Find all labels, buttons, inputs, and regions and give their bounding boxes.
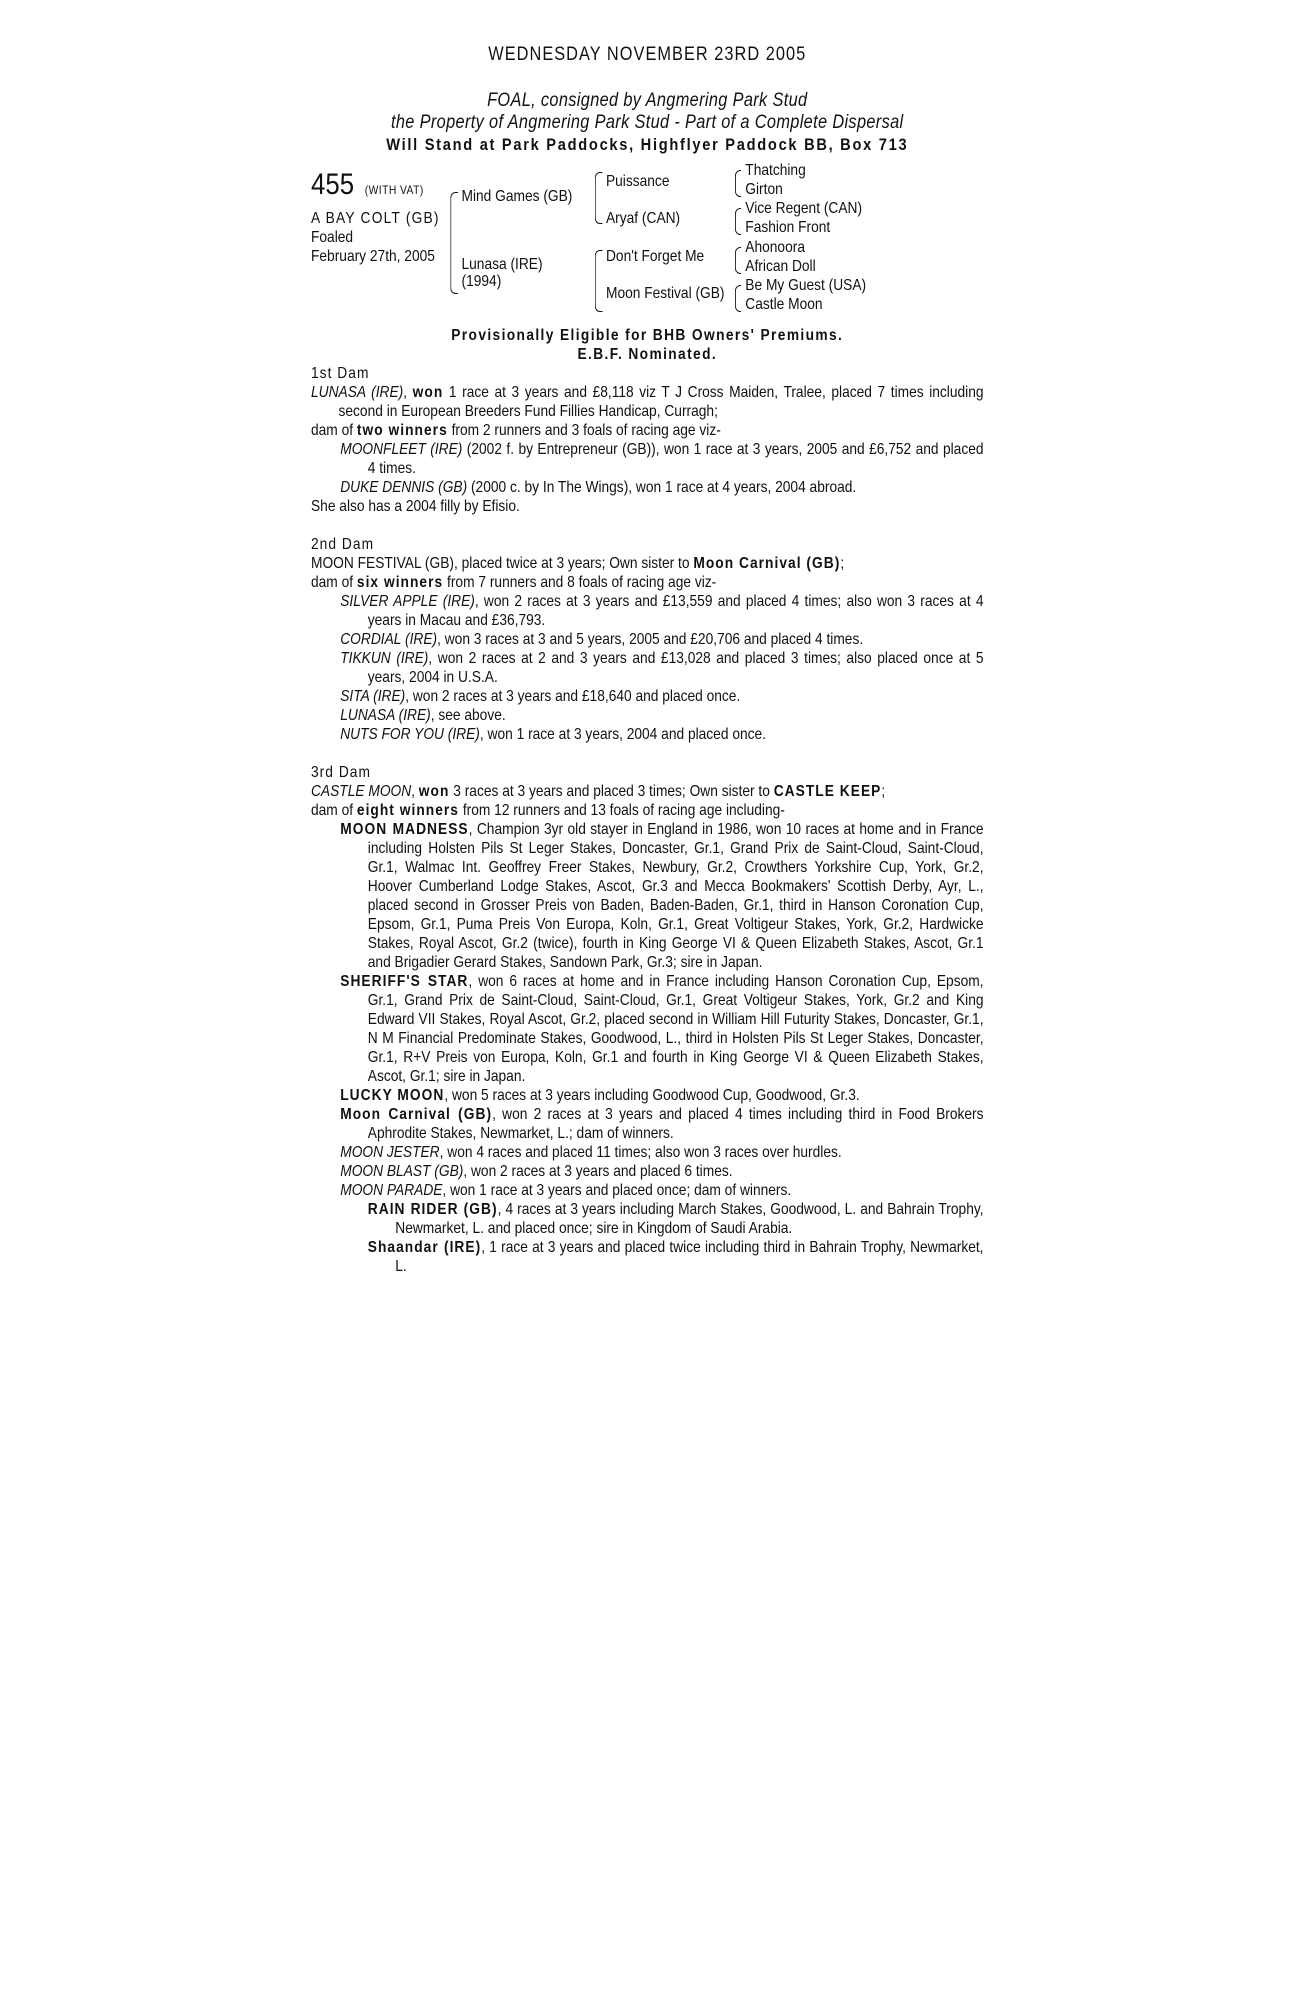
produce-name: SHERIFF'S STAR bbox=[340, 973, 469, 990]
sire-dam: Aryaf (CAN) bbox=[605, 210, 681, 227]
great-granddam-3: African Doll bbox=[745, 258, 816, 275]
catalogue-body bbox=[311, 364, 984, 1276]
first-dam-won: won bbox=[412, 384, 444, 401]
sire-sire: Puissance bbox=[605, 173, 670, 190]
third-dam-text: 3 races at 3 years and placed 3 times; Own sister to bbox=[449, 783, 774, 800]
produce-text: , won 5 races at 3 years including Goodwood Cup, Goodwood, Gr.3. bbox=[444, 1087, 860, 1104]
pedigree-dam-year: (1994) bbox=[461, 273, 502, 290]
produce-text: , won 2 races at 3 years and placed 6 times. bbox=[463, 1163, 733, 1180]
produce-entry bbox=[311, 440, 984, 478]
produce-name: TIKKUN (IRE) bbox=[340, 650, 429, 667]
produce-name: LUNASA (IRE) bbox=[340, 707, 431, 724]
produce-text: , won 2 races at 3 years and placed 4 times including third in Food Brokers Aphrodite Stakes, Newmarket, L.; dam of winners. bbox=[367, 1106, 984, 1142]
owners-premiums: Provisionally Eligible for BHB Owners' Premiums. bbox=[451, 327, 844, 344]
produce-text: , won 2 races at 2 and 3 years and £13,028 and placed 3 times; also placed once at 5 years, 2004 in U.S.A. bbox=[367, 650, 984, 686]
vat-note: (WITH VAT) bbox=[364, 183, 424, 197]
third-dam-record: CASTLE MOON, won 3 races at 3 years and placed 3 times; Own sister to CASTLE KEEP; bbox=[311, 783, 886, 800]
second-dam-intro: MOON FESTIVAL (GB), placed twice at 3 years; Own sister to bbox=[311, 555, 694, 572]
produce-text: , 4 races at 3 years including March Stakes, Goodwood, L. and Bahrain Trophy, Newmarket, L. and placed once; sire in Kingdom of Saudi Arabia. bbox=[395, 1201, 984, 1237]
produce-text: , won 4 races and placed 11 times; also won 3 races over hurdles. bbox=[439, 1144, 842, 1161]
produce-text: (2000 c. by In The Wings), won 1 race at 4 years, 2004 abroad. bbox=[467, 479, 857, 496]
pedigree-block bbox=[311, 162, 984, 326]
produce-name: Shaandar (IRE) bbox=[367, 1239, 482, 1256]
produce-entry bbox=[311, 972, 984, 1086]
produce-entry bbox=[311, 1105, 984, 1143]
produce-text: , Champion 3yr old stayer in England in 1986, won 10 races at home and in France including Holsten Pils St Leger Stakes, Doncaster, Gr.1, Grand Prix de Saint-Cloud, Saint-Cloud, Gr.1, Walmac Int. Geoffrey Freer Stakes, Newbury, Gr.2, Crowthers Yorkshire Cup, York, Gr.2, Hoover Cumberland Lodge Stakes, Ascot, Gr.3 and Mecca Bookmakers' Scottish Derby, Ayr, L., placed second in Grosser Preis von Baden, Baden-Baden, Gr.1, third in Hanson Coronation Cup, Epsom, Gr.1, Puma Preis Von Europa, Koln, Gr.1, Great Voltigeur Stakes, York, Gr.2, Hardwicke Stakes, Royal Ascot, Gr.2 (twice), fourth in King George VI & Queen Elizabeth Stakes, Ascot, Gr.1 and Brigadier Gerard Stakes, Sandown Park, Gr.3; sire in Japan. bbox=[367, 821, 984, 971]
produce-entry bbox=[311, 478, 984, 497]
produce-text: , see above. bbox=[430, 707, 506, 724]
great-grandsire-4: Be My Guest (USA) bbox=[745, 277, 867, 294]
great-granddam-2: Fashion Front bbox=[745, 219, 831, 236]
dam-of-prefix: dam of bbox=[311, 574, 357, 591]
produce-text: , won 6 races at home and in France including Hanson Coronation Cup, Epsom, Gr.1, Grand Prix de Saint-Cloud, Saint-Cloud, Gr.1, Great Voltigeur Stakes, York, Gr.2 and King Edward VII Stakes, Royal Ascot, Gr.2, placed second in William Hill Futurity Stakes, Doncaster, Gr.1, N M Financial Predominate Stakes, Goodwood, L., third in Holsten Pils St Leger Stakes, Doncaster, Gr.1, R+V Preis von Europa, Koln, Gr.1 and fourth in King George VI & Queen Elizabeth Stakes, Ascot, Gr.1; sire in Japan. bbox=[367, 973, 984, 1085]
lot-number: 455 bbox=[311, 168, 355, 201]
stand-location: Will Stand at Park Paddocks, Highflyer Paddock BB, Box 713 bbox=[386, 135, 909, 154]
winners-count: six winners bbox=[356, 574, 444, 591]
lot-number-group bbox=[311, 168, 424, 202]
produce-entry bbox=[311, 630, 984, 649]
great-grandsire-1: Thatching bbox=[745, 162, 806, 179]
catalogue-page bbox=[311, 44, 983, 1276]
great-granddam-4: Castle Moon bbox=[745, 296, 823, 313]
great-grandsire-3: Ahonoora bbox=[745, 239, 805, 256]
grandproduce-entry bbox=[311, 1238, 984, 1276]
produce-name: MOON JESTER bbox=[340, 1144, 440, 1161]
g-brace-3 bbox=[735, 247, 741, 274]
consignment-line: FOAL, consigned by Angmering Park Stud bbox=[487, 90, 808, 111]
pedigree-dam: Lunasa (IRE) bbox=[461, 256, 543, 273]
produce-text: , won 1 race at 3 years and placed once; dam of winners. bbox=[442, 1182, 792, 1199]
first-dam-also: She also has a 2004 filly by Efisio. bbox=[311, 498, 520, 515]
produce-name: MOON MADNESS bbox=[340, 821, 469, 838]
dam-sire: Don't Forget Me bbox=[605, 248, 705, 265]
produce-text: , won 3 races at 3 and 5 years, 2005 and £20,706 and placed 4 times. bbox=[437, 631, 864, 648]
produce-entry bbox=[311, 592, 984, 630]
sire-brace bbox=[595, 172, 603, 224]
ebf-nominated: E.B.F. Nominated. bbox=[577, 346, 718, 363]
produce-name: CORDIAL (IRE) bbox=[340, 631, 438, 648]
foaled-label: Foaled bbox=[311, 229, 354, 246]
produce-entry bbox=[311, 1181, 984, 1200]
dam-dam: Moon Festival (GB) bbox=[605, 285, 725, 302]
produce-name: MOON BLAST (GB) bbox=[340, 1163, 464, 1180]
winners-count: eight winners bbox=[356, 802, 460, 819]
produce-name: Moon Carnival (GB) bbox=[340, 1106, 493, 1123]
produce-name: MOONFLEET (IRE) bbox=[340, 441, 463, 458]
first-dam-record: LUNASA (IRE), won 1 race at 3 years and £8,118 viz T J Cross Maiden, Tralee, placed 7 times including second in European Breeders Fund Fillies Handicap, Curragh; bbox=[311, 384, 984, 420]
own-sister-name: CASTLE KEEP bbox=[773, 783, 882, 800]
own-sister-name: Moon Carnival (GB) bbox=[693, 555, 841, 572]
g-brace-1 bbox=[735, 170, 741, 197]
produce-entry bbox=[311, 687, 984, 706]
page-content bbox=[311, 44, 984, 1276]
produce-text: , won 1 race at 3 years, 2004 and placed once. bbox=[479, 726, 766, 743]
produce-entry bbox=[311, 725, 984, 744]
sale-date: WEDNESDAY NOVEMBER 23RD 2005 bbox=[488, 44, 807, 65]
grandproduce-entry bbox=[311, 1200, 984, 1238]
second-dam-record bbox=[311, 554, 984, 573]
g-brace-2 bbox=[735, 208, 741, 235]
first-dam-produce-summary bbox=[311, 421, 984, 440]
dam-of-suffix: from 12 runners and 13 foals of racing age including- bbox=[459, 802, 785, 819]
second-dam-heading: 2nd Dam bbox=[311, 536, 375, 553]
first-dam-heading: 1st Dam bbox=[311, 365, 370, 382]
third-dam-won: won bbox=[418, 783, 450, 800]
third-dam-produce-summary bbox=[311, 801, 984, 820]
first-dam-text: 1 race at 3 years and £8,118 viz T J Cross Maiden, Tralee, placed 7 times including second in European Breeders Fund Fillies Handicap, Curragh; bbox=[338, 384, 984, 420]
produce-name: DUKE DENNIS (GB) bbox=[340, 479, 468, 496]
first-dam-name: LUNASA (IRE) bbox=[311, 384, 404, 401]
produce-name: SILVER APPLE (IRE) bbox=[340, 593, 475, 610]
foaled-date: February 27th, 2005 bbox=[311, 248, 435, 265]
third-dam-heading: 3rd Dam bbox=[311, 764, 371, 781]
produce-name: MOON PARADE bbox=[340, 1182, 443, 1199]
produce-text: (2002 f. by Entrepreneur (GB)), won 1 race at 3 years, 2005 and £6,752 and placed 4 times. bbox=[367, 441, 984, 477]
produce-entry bbox=[311, 1086, 984, 1105]
property-line: the Property of Angmering Park Stud - Part of a Complete Dispersal bbox=[390, 112, 904, 133]
horse-description: A BAY COLT (GB) bbox=[311, 210, 440, 227]
dam-of-suffix: from 7 runners and 8 foals of racing age viz- bbox=[443, 574, 717, 591]
great-granddam-1: Girton bbox=[745, 181, 783, 198]
produce-entry bbox=[311, 820, 984, 972]
produce-name: RAIN RIDER (GB) bbox=[367, 1201, 498, 1218]
pedigree-sire: Mind Games (GB) bbox=[461, 188, 573, 205]
produce-entry bbox=[311, 649, 984, 687]
produce-entry bbox=[311, 1143, 984, 1162]
produce-text: , won 2 races at 3 years and £13,559 and placed 4 times; also won 3 races at 4 years in Macau and £36,793. bbox=[367, 593, 984, 629]
punctuation: ; bbox=[840, 555, 845, 572]
dam-of-prefix: dam of bbox=[311, 802, 357, 819]
dam-of-prefix: dam of bbox=[311, 422, 357, 439]
produce-name: SITA (IRE) bbox=[340, 688, 406, 705]
produce-name: LUCKY MOON bbox=[340, 1087, 445, 1104]
third-dam-name: CASTLE MOON bbox=[311, 783, 412, 800]
punctuation: ; bbox=[881, 783, 886, 800]
dam-of-suffix: from 2 runners and 3 foals of racing age viz- bbox=[447, 422, 721, 439]
sire-dam-brace bbox=[450, 192, 458, 294]
great-grandsire-2: Vice Regent (CAN) bbox=[745, 200, 863, 217]
winners-count: two winners bbox=[356, 422, 448, 439]
produce-text: , 1 race at 3 years and placed twice including third in Bahrain Trophy, Newmarket, L. bbox=[395, 1239, 984, 1275]
produce-text: , won 2 races at 3 years and £18,640 and placed once. bbox=[405, 688, 741, 705]
second-dam-produce-summary bbox=[311, 573, 984, 592]
dam-brace bbox=[595, 250, 603, 312]
produce-entry bbox=[311, 706, 984, 725]
produce-name: NUTS FOR YOU (IRE) bbox=[340, 726, 480, 743]
g-brace-4 bbox=[735, 285, 741, 312]
produce-entry bbox=[311, 1162, 984, 1181]
